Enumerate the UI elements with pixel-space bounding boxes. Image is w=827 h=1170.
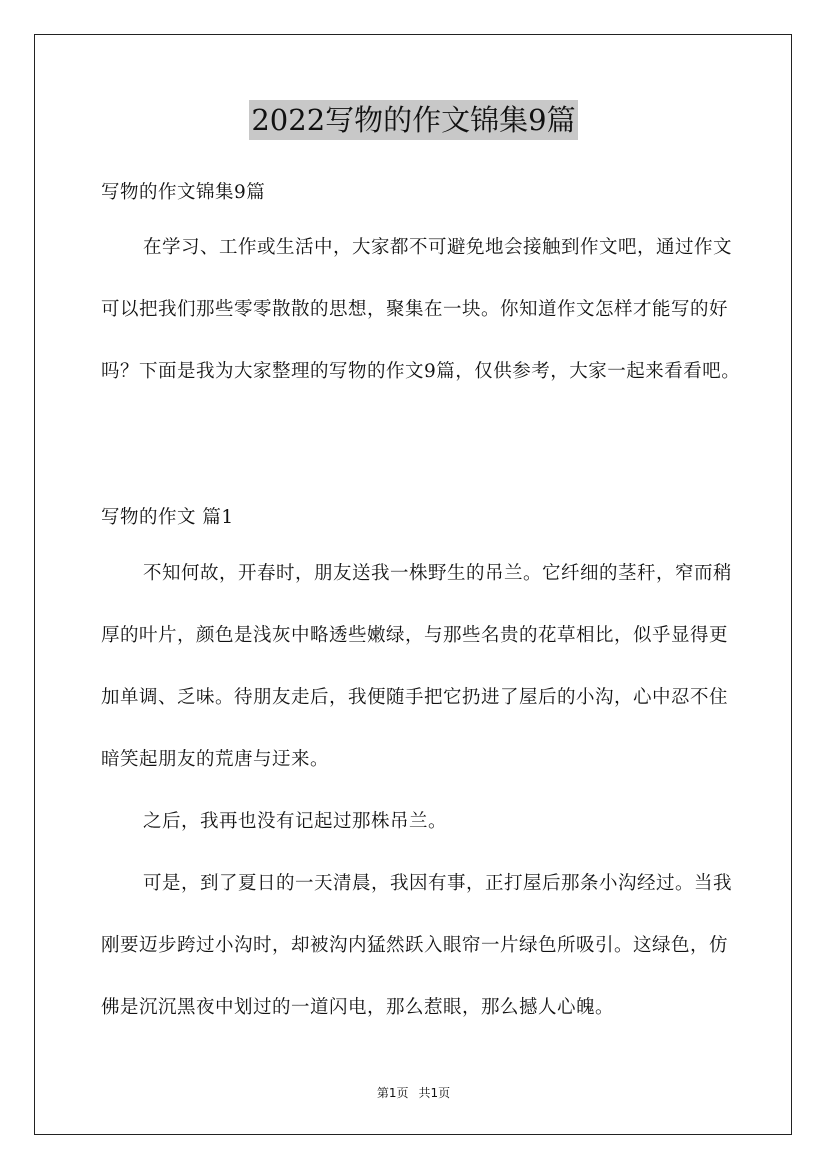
document-subtitle: 写物的作文锦集9篇 [101,182,266,203]
body-paragraph: 可是，到了夏日的一天清晨，我因有事，正打屋后那条小沟经过。当我刚要迈步跨过小沟时，却被沟内猛然跃入眼帘一片绿色所吸引。这绿色，仿佛是沉沉黑夜中划过的一道闪电，那么惹眼，那么撼人心魄。 [101,873,733,1018]
intro-paragraph: 在学习、工作或生活中，大家都不可避免地会接触到作文吧，通过作文可以把我们那些零零散散的思想，聚集在一块。你知道作文怎样才能写的好吗？下面是我为大家整理的写物的作文9篇，仅供参考，大家一起来看看吧。 [101,237,741,382]
document-title: 2022写物的作文锦集9篇 [249,100,577,140]
title-container [0,100,827,140]
page-total: 共1页 [418,1086,451,1100]
body-paragraph: 之后，我再也没有记起过那株吊兰。 [143,811,448,832]
section-heading: 写物的作文 篇1 [101,507,234,528]
body-paragraph: 不知何故，开春时，朋友送我一株野生的吊兰。它纤细的茎秆，窄而稍厚的叶片，颜色是浅灰中略透些嫩绿，与那些名贵的花草相比，似乎显得更加单调、乏味。待朋友走后，我便随手把它扔进了屋后的小沟，心中忍不住暗笑起朋友的荒唐与迂来。 [101,563,733,770]
page-number: 第1页 [376,1086,409,1100]
section-body [101,543,741,1039]
page-footer [0,1084,827,1101]
